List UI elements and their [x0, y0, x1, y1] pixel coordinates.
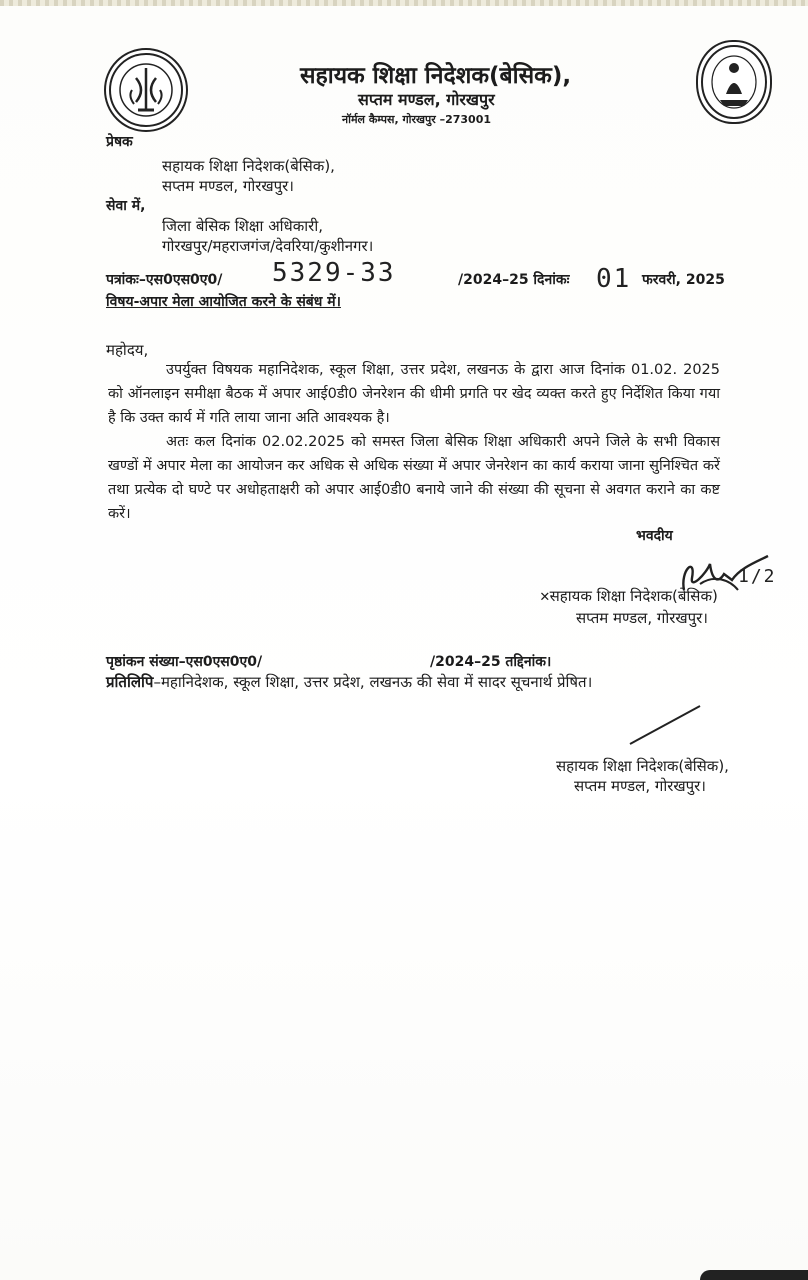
endorsement-signatory-circle: सप्तम मण्डल, गोरखपुर।	[574, 777, 706, 795]
handwritten-reference-number: 5329-33	[272, 258, 396, 288]
copy-label: प्रतिलिपि	[106, 673, 154, 691]
office-title: सहायक शिक्षा निदेशक(बेसिक),	[300, 63, 572, 89]
sender-line-1: सहायक शिक्षा निदेशक(बेसिक),	[162, 157, 335, 175]
office-address: नॉर्मल कैम्पस, गोरखपुर –273001	[342, 113, 492, 126]
endorsement-number-suffix: /2024–25 तद्दिनांक।	[430, 654, 552, 670]
recipient-label: सेवा में,	[106, 198, 146, 214]
reference-prefix: पत्रांकः–एस0एस0ए0/	[106, 272, 223, 288]
education-department-emblem-icon	[696, 40, 772, 124]
signatory-designation: ✕सहायक शिक्षा निदेशक(बेसिक)	[540, 586, 718, 605]
up-government-emblem-icon	[104, 48, 188, 132]
endorsement-signature-icon	[620, 700, 710, 750]
signatory-designation-text: सहायक शिक्षा निदेशक(बेसिक)	[549, 587, 718, 605]
closing-yours: भवदीय	[636, 528, 673, 544]
copy-text: –महानिदेशक, स्कूल शिक्षा, उत्तर प्रदेश, लखनऊ की सेवा में सादर सूचनार्थ प्रेषित।	[153, 673, 593, 691]
reference-month-year: फरवरी, 2025	[642, 272, 725, 288]
recipient-line-2: गोरखपुर/महराजगंज/देवरिया/कुशीनगर।	[162, 237, 374, 255]
signatory-circle: सप्तम मण्डल, गोरखपुर।	[576, 609, 708, 627]
endorsement-number-prefix: पृष्ठांकन संख्या–एस0एस0ए0/	[106, 654, 263, 670]
page-corner-shadow	[700, 1270, 808, 1280]
salutation: महोदय,	[106, 341, 149, 359]
sender-line-2: सप्तम मण्डल, गोरखपुर।	[162, 177, 294, 195]
handwritten-date-day: 01	[596, 264, 632, 294]
endorsement-signatory-designation: सहायक शिक्षा निदेशक(बेसिक),	[556, 757, 729, 775]
office-circle: सप्तम मण्डल, गोरखपुर	[358, 90, 495, 109]
subject-line: विषय-अपार मेला आयोजित करने के संबंध में।	[106, 294, 341, 310]
body-paragraph-1: उपर्युक्त विषयक महानिदेशक, स्कूल शिक्षा, उत्तर प्रदेश, लखनऊ के द्वारा आज दिनांक 01.02. 2025 को ऑनलाइन समीक्षा बैठक में अपार आई0डी0 जेनरेशन की धीमी प्रगति पर खेद व्यक्त करते हुए निर्देशित किया गया है कि उक्त कार्य में गति लाया जाना अति आवश्यक है।	[108, 362, 720, 426]
copy-to-line	[106, 672, 592, 692]
reference-year: /2024–25 दिनांकः	[458, 272, 570, 288]
sender-label: प्रेषक	[106, 134, 133, 150]
recipient-line-1: जिला बेसिक शिक्षा अधिकारी,	[162, 217, 323, 235]
page-top-edge	[0, 0, 808, 6]
signature-date: 1/2	[738, 566, 777, 587]
body-paragraph-2: अतः कल दिनांक 02.02.2025 को समस्त जिला बेसिक शिक्षा अधिकारी अपने जिले के सभी विकास खण्डों में अपार मेला का आयोजन कर अधिक से अधिक संख्या में अपार जेनरेशन का कार्य कराया जाना सुनिश्चित करें तथा प्रत्येक दो घण्टे पर अधोहताक्षरी को अपार आई0डी0 बनाये जाने की संख्या की सूचना से अवगत कराने का कष्ट करें।	[108, 434, 720, 522]
